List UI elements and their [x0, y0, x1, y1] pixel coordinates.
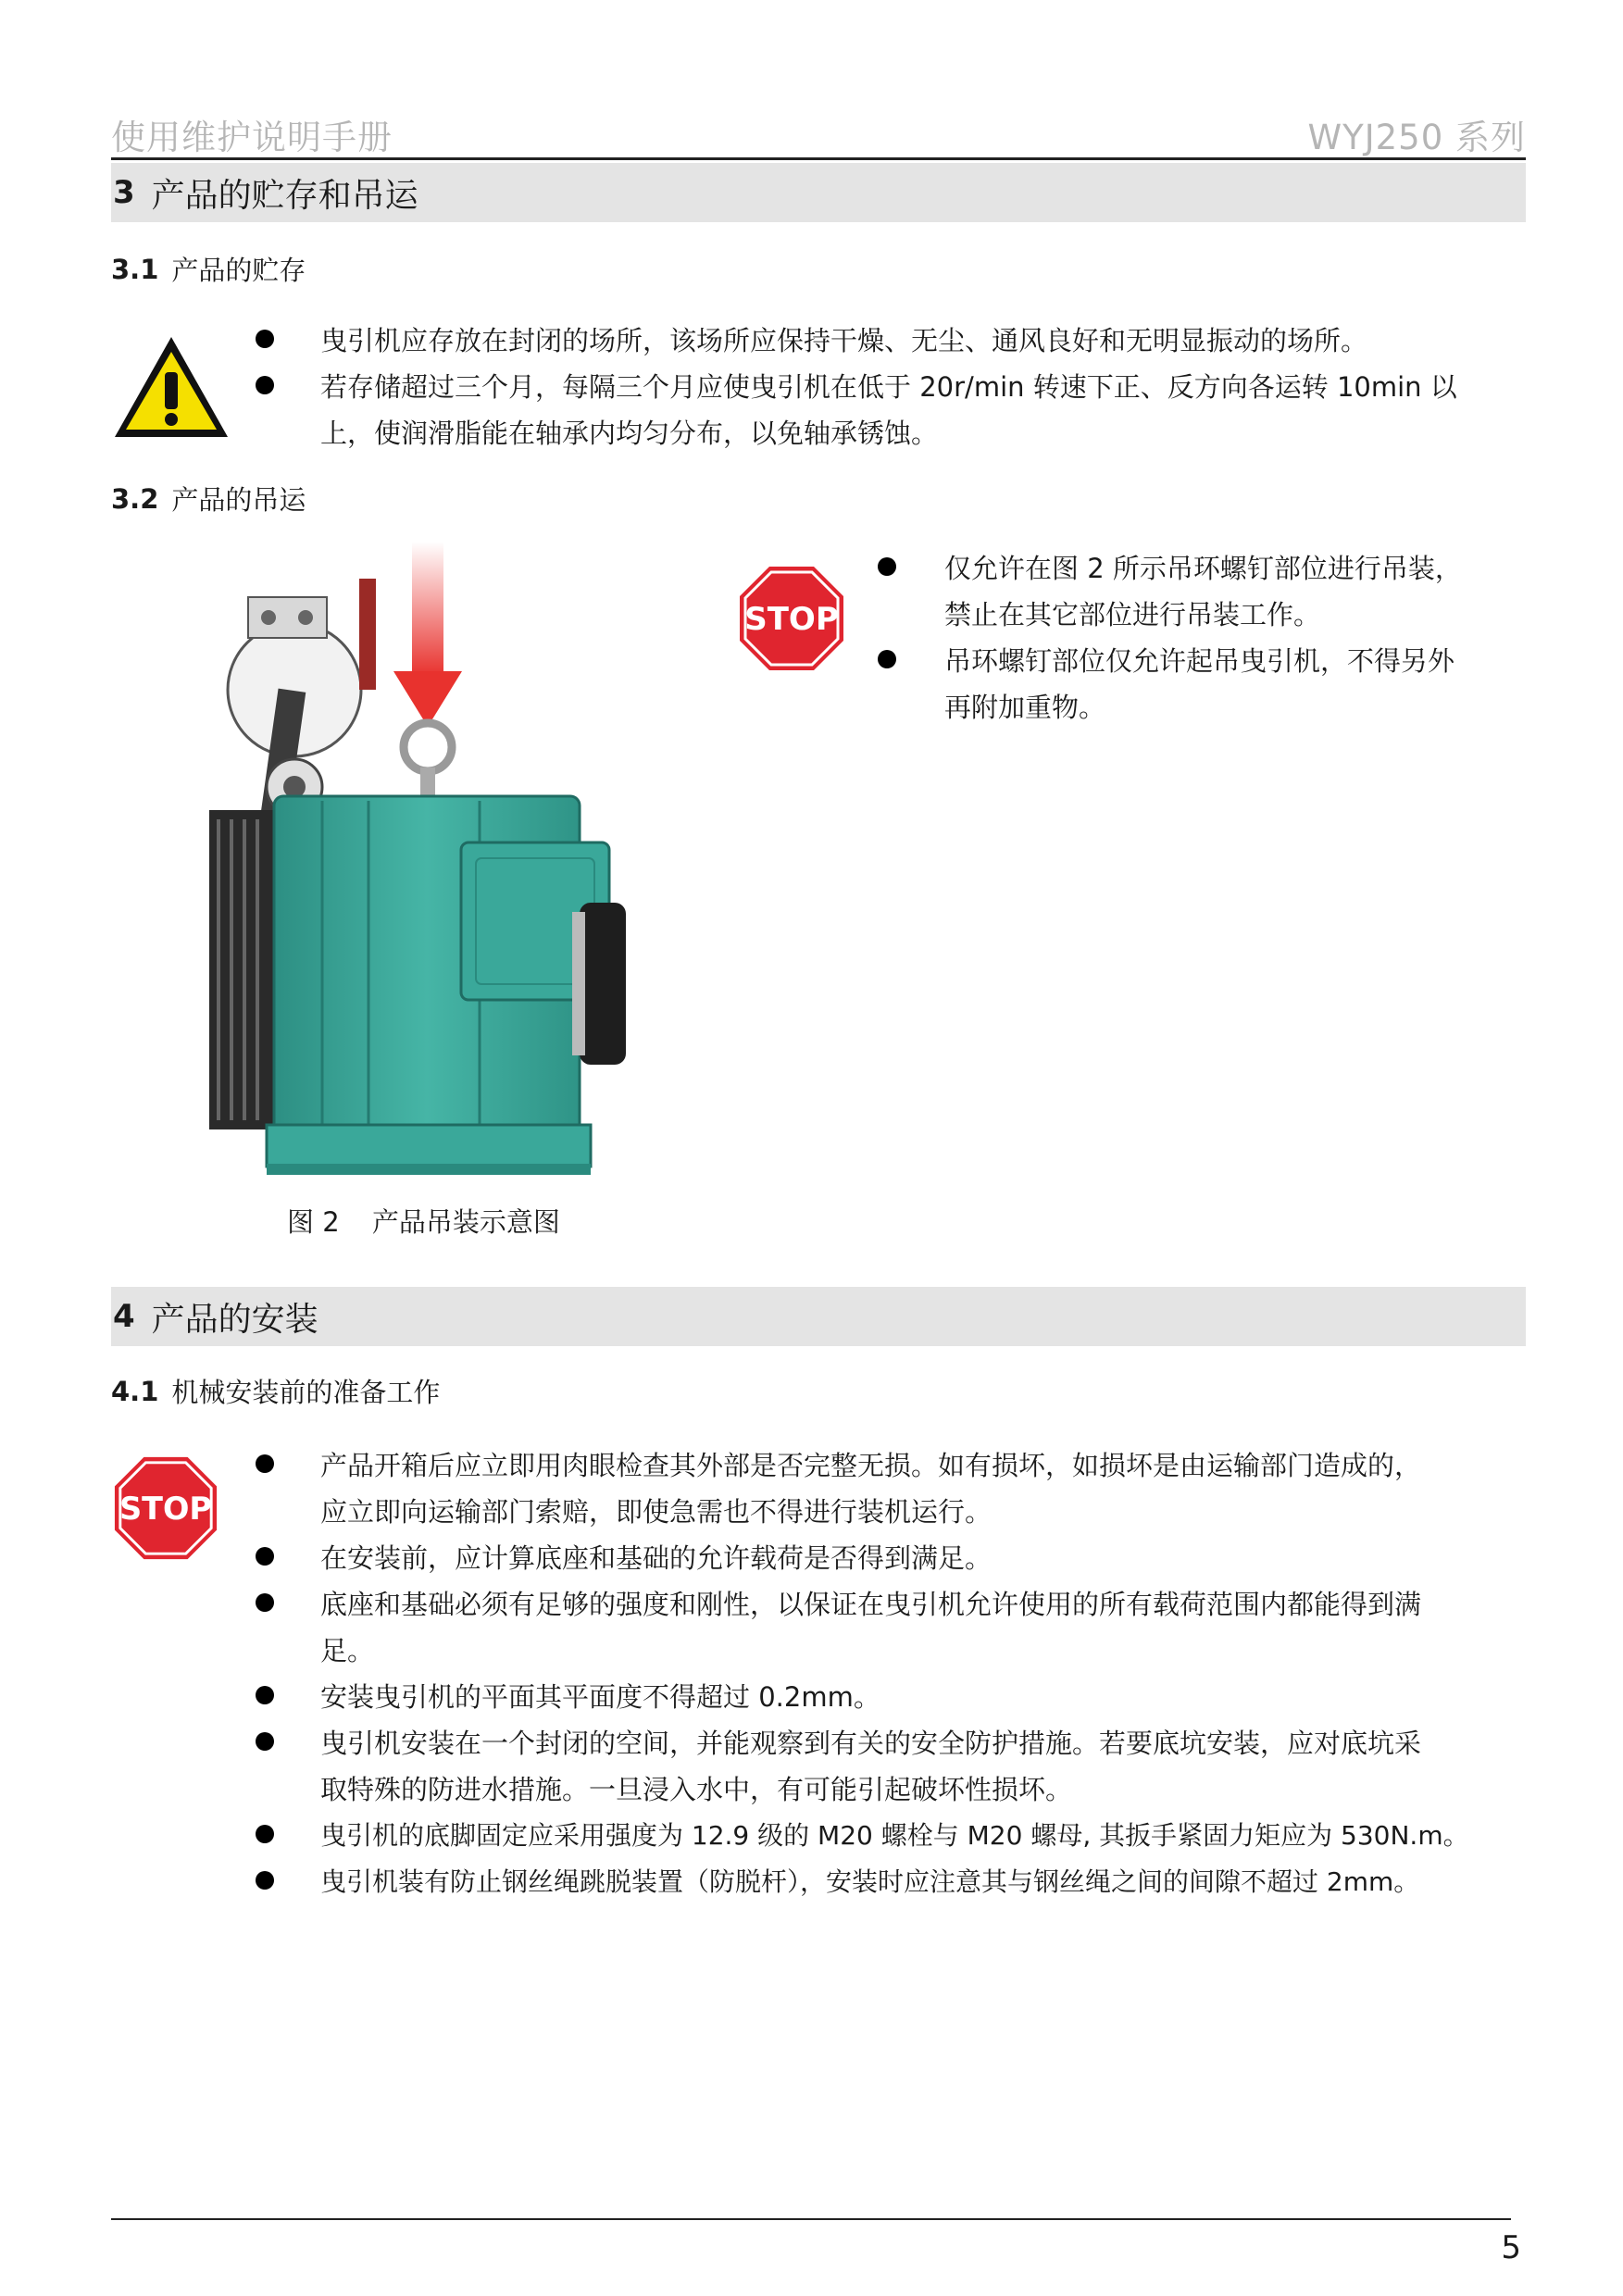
bullet-4-1-4: [256, 1686, 274, 1704]
text-4-1-line-3: 在安装前，应计算底座和基础的允许载荷是否得到满足。: [320, 1542, 993, 1574]
section-3-title: 产品的贮存和吊运: [151, 176, 418, 215]
subsection-3-1-number: 3.1: [111, 253, 159, 285]
bullet-4-1-7: [256, 1871, 274, 1890]
subsection-4-1-number: 4.1: [111, 1375, 159, 1407]
text-3-1-line-3: 上，使润滑脂能在轴承内均匀分布，以免轴承锈蚀。: [320, 418, 939, 449]
traction-machine-figure: [202, 542, 711, 1190]
bullet-3-2-1: [878, 557, 896, 576]
text-4-1-line-2: 应立即向运输部门索赔，即使急需也不得进行装机运行。: [320, 1496, 993, 1528]
stop-sign-icon-2: [111, 1454, 220, 1563]
header-series: WYJ250 系列: [1307, 118, 1526, 157]
stop-sign-icon: [736, 563, 847, 674]
text-4-1-line-7: 曳引机安装在一个封闭的空间，并能观察到有关的安全防护措施。若要底坑安装，应对底坑采: [320, 1728, 1422, 1759]
text-4-1-line-1: 产品开箱后应立即用肉眼检查其外部是否完整无损。如有损坏，如损坏是由运输部门造成的，: [320, 1450, 1422, 1481]
footer-rule: [111, 2218, 1511, 2220]
subsection-3-2-title: 产品的吊运: [171, 484, 306, 516]
text-4-1-line-5: 足。: [320, 1635, 375, 1666]
bullet-4-1-5: [256, 1732, 274, 1751]
text-4-1-line-10: 曳引机装有防止钢丝绳跳脱装置（防脱杆），安装时应注意其与钢丝绳之间的间隙不超过 2mm。: [320, 1866, 1420, 1897]
bullet-3-1-1: [256, 330, 274, 348]
subsection-4-1-heading: [111, 1372, 440, 1410]
subsection-3-1-title: 产品的贮存: [171, 255, 306, 286]
text-3-2-line-3: 吊环螺钉部位仅允许起吊曳引机，不得另外: [944, 645, 1455, 677]
section-4-title: 产品的安装: [151, 1300, 318, 1339]
stop-sign-text: STOP: [744, 601, 839, 638]
figure-2-label: 图 2: [287, 1206, 340, 1238]
bullet-4-1-1: [256, 1454, 274, 1473]
header-manual-title: 使用维护说明手册: [111, 118, 393, 157]
bullet-3-1-2: [256, 376, 274, 394]
bullet-4-1-3: [256, 1593, 274, 1612]
subsection-3-2-number: 3.2: [111, 482, 159, 515]
text-4-1-line-8: 取特殊的防进水措施。一旦浸入水中，有可能引起破坏性损坏。: [320, 1774, 1073, 1805]
subsection-3-1-heading: [111, 250, 306, 288]
section-3-number: 3: [113, 174, 135, 211]
section-4-heading: [111, 1287, 1526, 1346]
figure-2-title: 产品吊装示意图: [371, 1206, 560, 1238]
text-4-1-line-6: 安装曳引机的平面其平面度不得超过 0.2mm。: [320, 1681, 880, 1713]
text-4-1-line-9: 曳引机的底脚固定应采用强度为 12.9 级的 M20 螺栓与 M20 螺母, 其扳手紧固力矩应为 530N.m。: [320, 1820, 1469, 1851]
bullet-4-1-2: [256, 1547, 274, 1566]
figure-2-caption: [287, 1202, 560, 1240]
section-3-heading: [111, 163, 1526, 222]
bullet-3-2-2: [878, 650, 896, 668]
warning-icon: [109, 331, 233, 444]
subsection-3-2-heading: [111, 480, 306, 518]
subsection-4-1-title: 机械安装前的准备工作: [171, 1377, 441, 1408]
page-number: 5: [1501, 2229, 1521, 2266]
header-rule: [111, 157, 1526, 160]
stop-sign-text-2: STOP: [119, 1490, 212, 1527]
bullet-4-1-6: [256, 1825, 274, 1843]
text-3-1-line-1: 曳引机应存放在封闭的场所，该场所应保持干燥、无尘、通风良好和无明显振动的场所。: [320, 325, 1368, 356]
text-3-1-line-2: 若存储超过三个月，每隔三个月应使曳引机在低于 20r/min 转速下正、反方向各运转 10min 以: [320, 371, 1457, 403]
text-4-1-line-4: 底座和基础必须有足够的强度和刚性，以保证在曳引机允许使用的所有载荷范围内都能得到满: [320, 1589, 1422, 1620]
section-4-number: 4: [113, 1298, 135, 1335]
text-3-2-line-4: 再附加重物。: [944, 692, 1106, 723]
text-3-2-line-2: 禁止在其它部位进行吊装工作。: [944, 599, 1321, 630]
text-3-2-line-1: 仅允许在图 2 所示吊环螺钉部位进行吊装，: [944, 553, 1462, 584]
